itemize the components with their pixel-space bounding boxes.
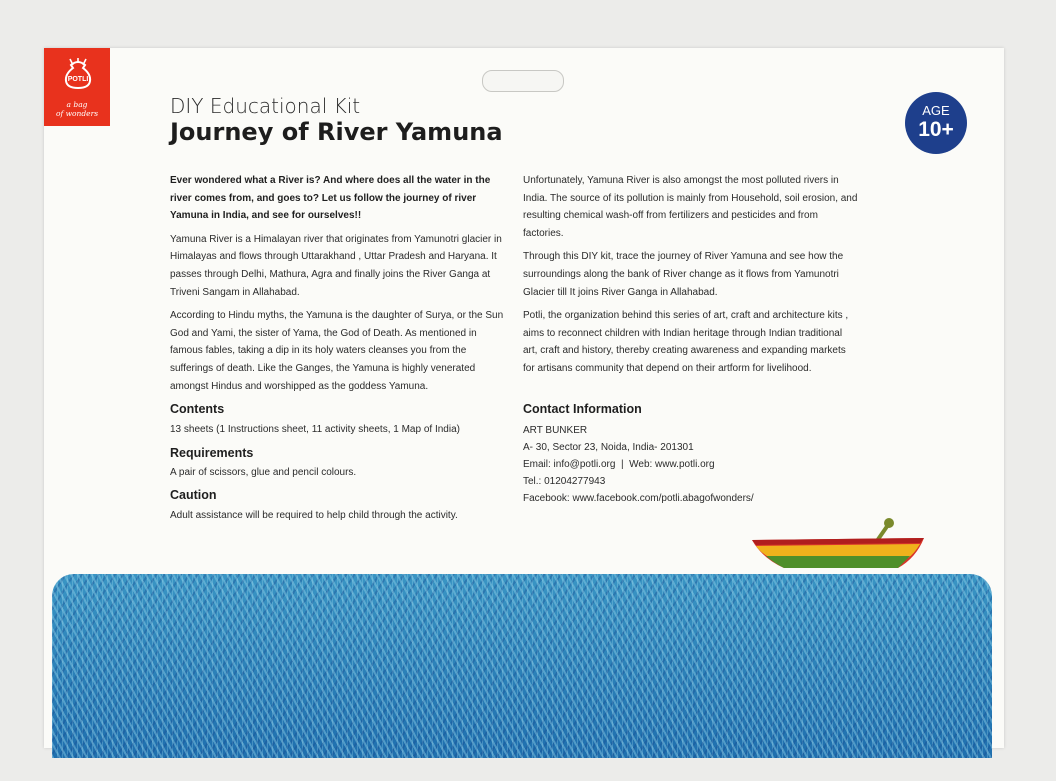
contact-facebook: Facebook: www.facebook.com/potli.abagofwonders/ [523,493,754,504]
logo-tagline [44,100,110,118]
origin-paragraph: Yamuna River is a Himalayan river that originates from Yamunotri glacier in Himalayas and flows through Uttarakhand , Uttar Pradesh and Haryana. It passes through Delhi, Mathura, Agra and finally joins the River Ganga at Triveni Sangam in Allahabad. [170,233,502,298]
right-column [523,172,858,384]
contents-text: 13 sheets (1 Instructions sheet, 11 activity sheets, 1 Map of India) [170,424,460,435]
caution-text: Adult assistance will be required to help child through the activity. [170,510,458,521]
potli-paragraph: Potli, the organization behind this series of art, craft and architecture kits , aims to reconnect children with Indian heritage through Indian traditional art, craft and history, thereby creating awareness and expanding markets for artisans community that depend on their artform for livelihood. [523,310,849,374]
contact-address: A- 30, Sector 23, Noida, India- 201301 [523,442,694,453]
myth-paragraph: According to Hindu myths, the Yamuna is the daughter of Surya, or the Sun God and Yami, the sister of Yama, the God of Death. As mentioned in famous fables, taking a dip in its holy waters cleanses you from the sufferings of death. Like the Ganges, the Yamuna is highly venerated amongst Hindus and worshipped as the goddess Yamuna. [170,310,504,392]
river-water-band [52,574,992,758]
logo-text: POTLI [67,76,89,83]
age-label: AGE [922,103,950,118]
kit-label: DIY Educational Kit [170,94,361,118]
page-title: Journey of River Yamuna [170,118,503,146]
tagline-line1: a bag [66,100,88,109]
age-badge [905,92,967,154]
caution-heading: Caution [170,488,217,502]
contact-tel: Tel.: 01204277943 [523,476,606,487]
hang-hole [482,70,564,92]
contact-name: ART BUNKER [523,425,588,436]
age-value: 10+ [918,118,954,141]
tagline-line2: of wonders [55,109,99,118]
potli-bag-icon [61,56,95,90]
potli-logo [44,48,110,126]
pollution-paragraph: Unfortunately, Yamuna River is also amongst the most polluted rivers in India. The source of its pollution is mainly from Household, soil erosion, and resulting chemical wash-off from fertilizers and pesticides and from factories. [523,175,858,239]
requirements-heading: Requirements [170,446,254,460]
contact-email-web: Email: info@potli.org | Web: www.potli.org [523,459,715,470]
boat-icon [748,516,930,576]
kit-paragraph: Through this DIY kit, trace the journey of River Yamuna and see how the surroundings along the bank of River change as it flows from Yamunotri Glacier till It joins River Ganga in Allahabad. [523,251,844,298]
left-column [170,172,505,401]
contact-heading: Contact Information [523,402,642,416]
contents-heading: Contents [170,402,225,416]
intro-paragraph: Ever wondered what a River is? And where does all the water in the river comes from, and goes to? Let us follow the journey of river Yamuna in India, and see for ourselves!! [170,175,491,222]
requirements-text: A pair of scissors, glue and pencil colours. [170,467,357,478]
